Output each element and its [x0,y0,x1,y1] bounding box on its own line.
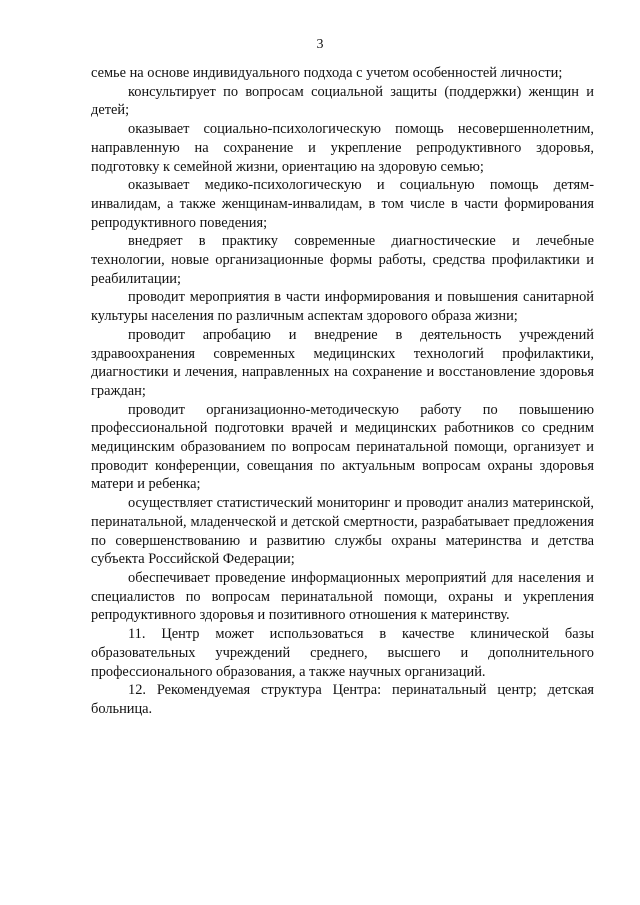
paragraph-recommended-structure: 12. Рекомендуемая структура Центра: перинатальный центр; детская больница. [91,682,594,717]
paragraph-help-disabled: оказывает медико-психологическую и социальную помощь детям-инвалидам, а также женщинам-инвалидам, в том числе в части формирования репродуктивного поведения; [91,177,594,231]
paragraph-sanitary-culture: проводит мероприятия в части информирования и повышения санитарной культуры населения по различным аспектам здорового образа жизни; [91,289,594,325]
paragraph-social-protection-consulting: консультирует по вопросам социальной защиты (поддержки) женщин и детей; [91,83,594,119]
document-body [91,64,594,719]
paragraph-information-events: обеспечивает проведение информационных мероприятий для населения и специалистов по вопросам перинатальной помощи, охраны и укрепления репродуктивного здоровья и позитивного отношения к материнству. [91,569,594,624]
paragraph-continuation: семье на основе индивидуального подхода с учетом особенностей личности; [91,65,563,81]
paragraph-technologies: внедряет в практику современные диагностические и лечебные технологии, новые организационные формы работы, средства профилактики и реабилитации; [91,233,594,287]
page-number: 3 [316,37,324,52]
paragraph-methodical-work: проводит организационно-методическую работу по повышению профессиональной подготовки врачей и медицинских работников со средним медицинским образованием по вопросам перинатальной помощи, организует и проводит конференции, совещания по актуальным вопросам охраны здоровья матери и ребенка; [91,401,594,493]
paragraph-psychological-help-minors: оказывает социально-психологическую помощь несовершеннолетним, направленную на сохранение и укрепление репродуктивного здоровья, подготовку к семейной жизни, ориентацию на здоровую семью; [91,121,594,175]
paragraph-statistical-monitoring: осуществляет статистический мониторинг и проводит анализ материнской, перинатальной, младенческой и детской смертности, разрабатывает предложения по совершенствованию и развитию службы охраны материнства и детства субъекта Российской Федерации; [91,495,594,568]
paragraph-clinical-base: 11. Центр может использоваться в качестве клинической базы образовательных учреждений среднего, высшего и дополнительного профессионального образования, а также научных организаций. [91,626,594,680]
paragraph-approbation: проводит апробацию и внедрение в деятельность учреждений здравоохранения современных медицинских технологий профилактики, диагностики и лечения, направленных на сохранение и восстановление здоровья граждан; [91,326,594,399]
